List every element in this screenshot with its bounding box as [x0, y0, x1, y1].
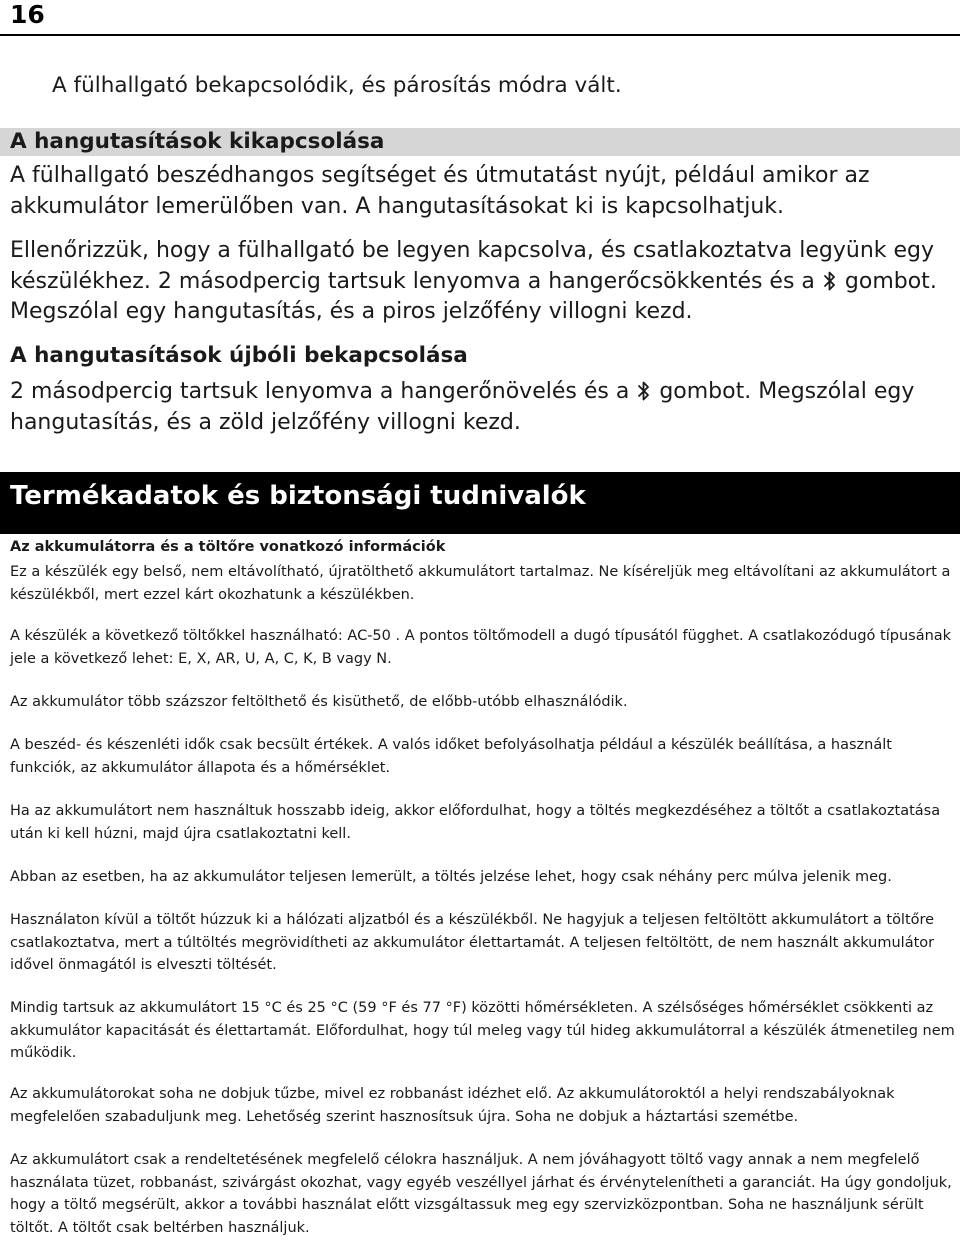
top-rule — [0, 34, 960, 36]
safety-paragraph-2: A készülék a következő töltőkkel használható: AC-50 . A pontos töltőmodell a dugó típusától függhet. A csatlakozódugó típusának jele a következő lehet: E, X, AR, U, A, C, K, B vagy N. — [10, 628, 952, 667]
voice-on-text-a: 2 másodpercig tartsuk lenyomva a hangerőnövelés és a — [10, 379, 630, 404]
page-number: 16 — [10, 0, 45, 29]
bluetooth-icon — [823, 270, 837, 292]
section-title-voice-off: A hangutasítások kikapcsolása — [10, 129, 385, 154]
safety-paragraph-1: Ez a készülék egy belső, nem eltávolítható, újratölthető akkumulátort tartalmaz. Ne kíséreljük meg eltávolítani az akkumulátort a készülékből, mert ezzel kárt okozhatunk a készülékben. — [10, 564, 951, 603]
safety-paragraph-8: Mindig tartsuk az akkumulátort 15 °C és 25 °C (59 °F és 77 °F) közötti hőmérsékleten. A szélsőséges hőmérséklet csökkenti az akkumulátor kapacitását és élettartamát. Előfordulhat, hogy túl meleg vagy túl hideg akkumulátorral a készülék átmenetileg nem működik. — [10, 1000, 955, 1062]
safety-paragraph-9: Az akkumulátorokat soha ne dobjuk tűzbe, mivel ez robbanást idézhet elő. Az akkumulátoroktól a helyi rendszabályoknak megfelelően szabaduljunk meg. Lehetőség szerint hasznosítsuk újra. Soha ne dobjuk a háztartási szemétbe. — [10, 1086, 895, 1125]
voice-off-paragraph-2 — [10, 236, 955, 328]
safety-paragraph-7: Használaton kívül a töltőt húzzuk ki a hálózati aljzatból és a készülékből. Ne hagyjuk a teljesen feltöltött akkumulátort a töltőre csatlakoztatva, mert a túltöltés megrövidítheti az akkumulátor élettartamát. A teljesen feltöltött, de nem használt akkumulátor idővel önmagától is elveszti töltését. — [10, 912, 935, 974]
voice-off-text-b: gombot. Megszólal egy hangutasítás, és a piros jelzőfény villogni kezd. — [10, 268, 937, 324]
battery-subtitle: Az akkumulátorra és a töltőre vonatkozó információk — [10, 539, 446, 555]
safety-paragraph-3: Az akkumulátor több százszor feltölthető és kisüthető, de előbb-utóbb elhasználódik. — [10, 694, 628, 710]
voice-on-paragraph — [10, 377, 955, 438]
safety-paragraph-5: Ha az akkumulátort nem használtuk hosszabb ideig, akkor előfordulhat, hogy a töltés megkezdéséhez a töltőt a csatlakoztatása után ki kell húzni, majd újra csatlakoztatni kell. — [10, 803, 941, 842]
voice-off-paragraph-1: A fülhallgató beszédhangos segítséget és útmutatást nyújt, például amikor az akkumulátor lemerülőben van. A hangutasításokat ki is kapcsolhatjuk. — [10, 163, 870, 219]
voice-off-text-a: Ellenőrizzük, hogy a fülhallgató be legyen kapcsolva, és csatlakoztatva legyünk egy készülékhez. 2 másodpercig tartsuk lenyomva a hangerőcsökkentés és a — [10, 238, 935, 294]
safety-title: Termékadatok és biztonsági tudnivalók — [10, 481, 586, 511]
intro-text: A fülhallgató bekapcsolódik, és párosítás módra vált. — [52, 73, 622, 98]
section-title-voice-on: A hangutasítások újbóli bekapcsolása — [10, 343, 468, 368]
safety-paragraph-10: Az akkumulátort csak a rendeltetésének megfelelő célokra használjuk. A nem jóváhagyott töltő vagy annak a nem megfelelő használata tüzet, robbanást, szivárgást okozhat, vagy egyéb veszéllyel járhat és érvénytelenítheti a garanciát. Ha úgy gondoljuk, hogy a töltő megsérült, akkor a további használat előtt vizsgáltassuk meg egy szervizközpontban. Soha ne használjunk sérült töltőt. A töltőt csak beltérben használjuk. — [10, 1152, 952, 1236]
bluetooth-icon — [637, 380, 651, 402]
voice-on-text-b: gombot. Megszólal egy hangutasítás, és a zöld jelzőfény villogni kezd. — [10, 379, 915, 435]
safety-paragraph-6: Abban az esetben, ha az akkumulátor teljesen lemerült, a töltés jelzése lehet, hogy csak néhány perc múlva jelenik meg. — [10, 869, 892, 885]
safety-paragraph-4: A beszéd- és készenléti idők csak becsült értékek. A valós időket befolyásolhatja például a készülék beállítása, a használt funkciók, az akkumulátor állapota és a hőmérséklet. — [10, 737, 892, 776]
